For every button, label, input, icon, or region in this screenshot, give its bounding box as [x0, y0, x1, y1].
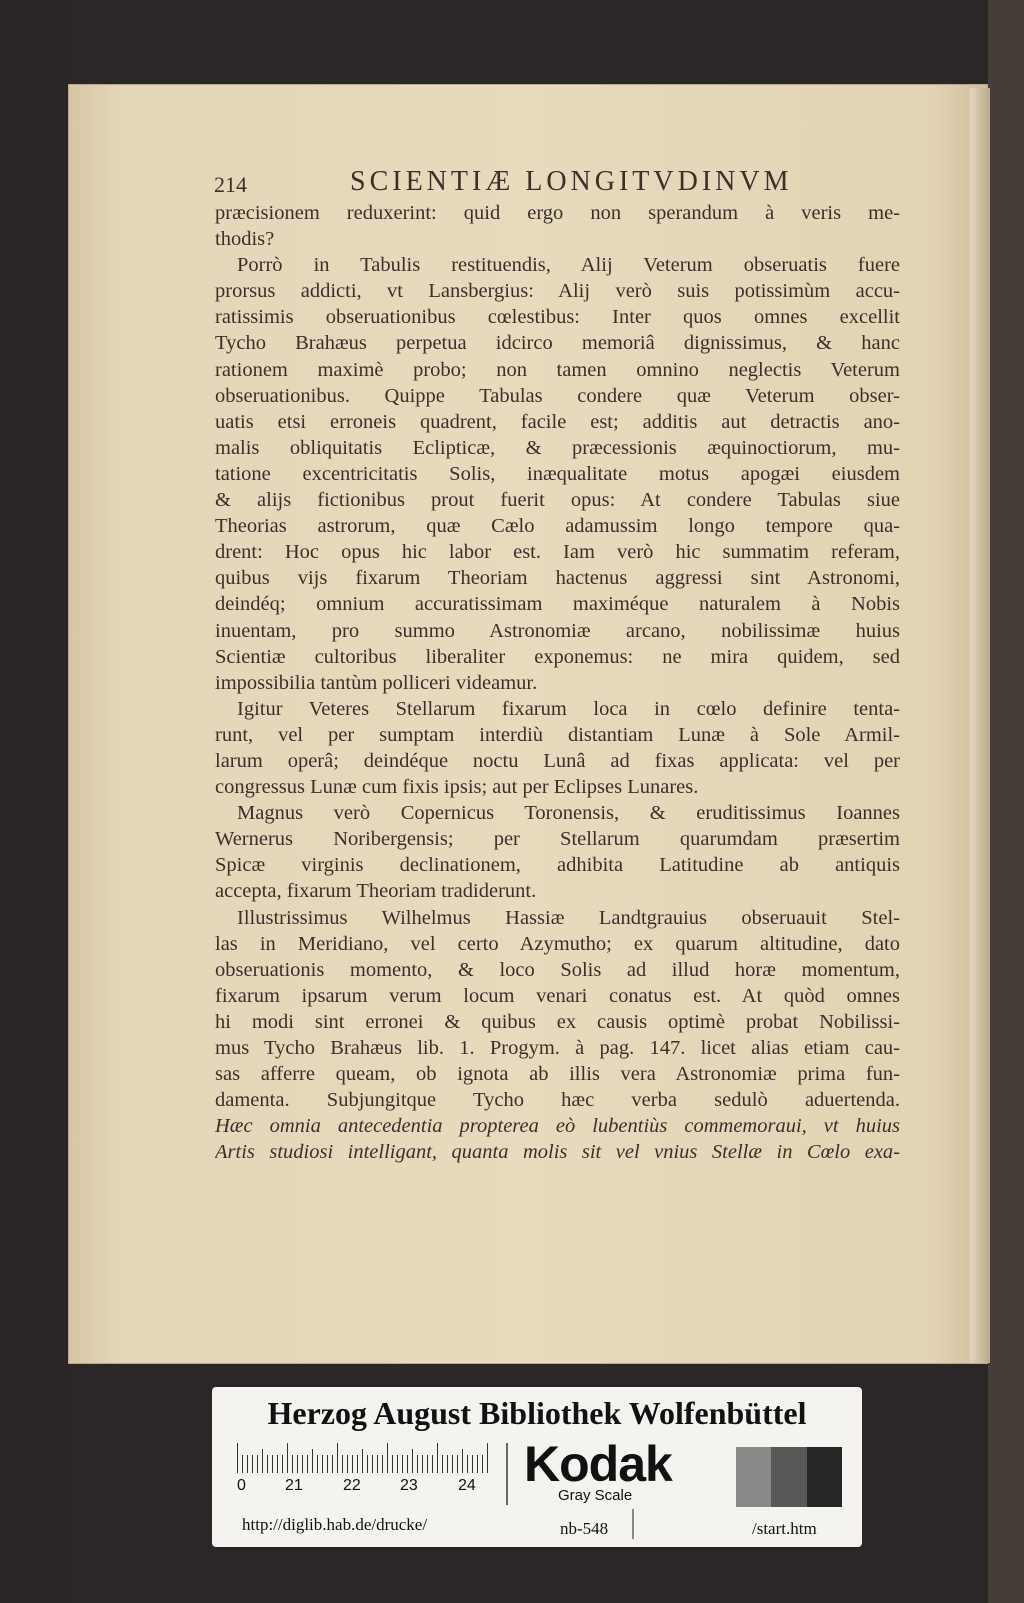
text-line: inuentam, pro summo Astronomiæ arcano, nobilissimæ huius: [215, 619, 900, 642]
ruler-tick: [312, 1449, 313, 1473]
ruler: [237, 1443, 492, 1473]
text-line: thodis?: [215, 228, 275, 251]
text-line: Hæc omnia antecedentia propterea eò lubentiùs commemoraui, vt huius: [215, 1115, 900, 1138]
ruler-tick: [477, 1455, 478, 1473]
page-number: 214: [214, 172, 247, 197]
source-url: http://diglib.hab.de/drucke/: [242, 1515, 428, 1534]
ruler-tick: [357, 1455, 358, 1473]
ruler-tick: [352, 1455, 353, 1473]
ruler-label: 24: [458, 1477, 476, 1494]
ruler-tick: [372, 1455, 373, 1473]
separator: [506, 1443, 508, 1505]
text-line: & alijs fictionibus prout fuerit opus: At condere Tabulas siue: [215, 489, 900, 512]
ruler-tick: [422, 1455, 423, 1473]
ruler-tick: [277, 1455, 278, 1473]
text-line: tatione excentricitatis Solis, inæqualitate motus apogæi eiusdem: [215, 462, 900, 485]
scan-background-right: [988, 0, 1024, 1603]
text-line: hi modi sint erronei & quibus ex causis optimè probat Nobilissi-: [215, 1010, 900, 1033]
ruler-tick: [347, 1455, 348, 1473]
text-line: Tycho Brahæus perpetua idcirco memoriâ dignissimus, & hanc: [215, 332, 900, 355]
body-text: [215, 200, 900, 1165]
ruler-tick: [432, 1455, 433, 1473]
ruler-tick: [272, 1455, 273, 1473]
ruler-tick: [282, 1455, 283, 1473]
text-line: damenta. Subjungitque Tycho hæc verba sedulò aduertenda.: [215, 1089, 900, 1112]
page-edge: [970, 88, 990, 1363]
text-line: Spicæ virginis declinationem, adhibita Latitudine ab antiquis: [215, 854, 900, 877]
ruler-tick: [342, 1455, 343, 1473]
text-line: obseruationibus. Quippe Tabulas condere quæ Veterum obser-: [215, 384, 900, 407]
ruler-tick: [437, 1443, 438, 1473]
ruler-tick: [452, 1455, 453, 1473]
ruler-label: 22: [343, 1477, 361, 1494]
library-name: Herzog August Bibliothek Wolfenbüttel: [267, 1395, 807, 1431]
ruler-tick: [457, 1455, 458, 1473]
gray-swatch: [807, 1447, 842, 1507]
text-line: Igitur Veteres Stellarum fixarum loca in cœlo definire tenta-: [237, 697, 900, 720]
text-line: uatis etsi erroneis quadrent, facile est; additis aut detractis ano-: [215, 410, 900, 433]
start-url: /start.htm: [752, 1519, 817, 1538]
ruler-tick: [307, 1455, 308, 1473]
ruler-tick: [482, 1455, 483, 1473]
page-header: [150, 166, 940, 200]
text-line: las in Meridiano, vel certo Azymutho; ex quarum altitudine, dato: [215, 932, 900, 955]
ruler-tick: [327, 1455, 328, 1473]
gray-swatch: [771, 1447, 806, 1507]
gray-swatches: [736, 1447, 842, 1507]
running-title: SCIENTIÆ LONGITVDINVM: [350, 166, 793, 197]
ruler-tick: [262, 1449, 263, 1473]
ruler-label: 0: [237, 1477, 246, 1494]
ruler-tick: [317, 1455, 318, 1473]
text-line: ratissimis obseruationibus cœlestibus: Inter quos omnes excellit: [215, 306, 900, 329]
ruler-tick: [252, 1455, 253, 1473]
ruler-tick: [407, 1455, 408, 1473]
ruler-tick: [377, 1455, 378, 1473]
text-line: Scientiæ cultoribus liberaliter exponemus: ne mira quidem, sed: [215, 645, 900, 668]
ruler-labels: [237, 1477, 497, 1499]
text-line: deindéq; omnium accuratissimam maximéque naturalem à Nobis: [215, 593, 900, 616]
ruler-tick: [367, 1455, 368, 1473]
text-line: Illustrissimus Wilhelmus Hassiæ Landtgrauius obseruauit Stel-: [237, 906, 900, 929]
ruler-tick: [332, 1455, 333, 1473]
ruler-tick: [417, 1455, 418, 1473]
ruler-tick: [462, 1449, 463, 1473]
text-line: impossibilia tantùm polliceri videamur.: [215, 671, 538, 694]
ruler-label: 21: [285, 1477, 303, 1494]
ruler-tick: [257, 1455, 258, 1473]
ruler-tick: [242, 1455, 243, 1473]
text-line: sas afferre queam, ob ignota ab illis vera Astronomiæ prima fun-: [215, 1063, 900, 1086]
ruler-tick: [392, 1455, 393, 1473]
text-line: Magnus verò Copernicus Toronensis, & eruditissimus Ioannes: [237, 802, 900, 825]
ruler-tick: [292, 1455, 293, 1473]
ruler-tick: [247, 1455, 248, 1473]
ruler-tick: [442, 1455, 443, 1473]
ruler-tick: [382, 1455, 383, 1473]
ruler-tick: [427, 1455, 428, 1473]
ruler-label: 23: [400, 1477, 418, 1494]
ruler-tick: [237, 1443, 238, 1473]
text-line: drent: Hoc opus hic labor est. Iam verò hic summatim referam,: [215, 541, 900, 564]
text-line: fixarum ipsarum verum locum venari conatus est. At quòd omnes: [215, 984, 900, 1007]
ruler-tick: [487, 1443, 488, 1473]
divider: [632, 1509, 634, 1539]
color-calibration-card: [212, 1387, 862, 1547]
ruler-tick: [302, 1455, 303, 1473]
kodak-logo: Kodak: [524, 1436, 672, 1492]
text-line: runt, vel per sumptam interdiù distantiam Lunæ à Sole Armil-: [215, 723, 900, 746]
ruler-tick: [447, 1455, 448, 1473]
text-line: mus Tycho Brahæus lib. 1. Progym. à pag. 147. licet alias etiam cau-: [215, 1037, 900, 1059]
text-line: Artis studiosi intelligant, quanta molis sit vel vnius Stellæ in Cœlo exa-: [215, 1141, 900, 1164]
ruler-tick: [267, 1455, 268, 1473]
scan-background-left: [0, 0, 70, 1603]
call-number: nb-548: [560, 1519, 609, 1538]
text-line: Theorias astrorum, quæ Cælo adamussim longo tempore qua-: [215, 515, 900, 538]
text-line: larum operâ; deindéque noctu Lunâ ad fixas applicata: vel per: [215, 749, 900, 772]
ruler-tick: [387, 1443, 388, 1473]
ruler-tick: [297, 1455, 298, 1473]
ruler-tick: [472, 1455, 473, 1473]
ruler-tick: [322, 1455, 323, 1473]
ruler-tick: [467, 1455, 468, 1473]
text-line: obseruationis momento, & loco Solis ad illud horæ momentum,: [215, 958, 900, 981]
text-line: malis obliquitatis Eclipticæ, & præcessionis æquinoctiorum, mu-: [215, 436, 900, 459]
gray-swatch: [736, 1447, 771, 1507]
text-line: congressus Lunæ cum fixis ipsis; aut per Eclipses Lunares.: [215, 776, 699, 799]
ruler-tick: [397, 1455, 398, 1473]
ruler-tick: [402, 1455, 403, 1473]
ruler-tick: [362, 1449, 363, 1473]
text-line: rationem maximè probo; non tamen omnino neglectis Veterum: [215, 358, 900, 381]
text-line: Wernerus Noribergensis; per Stellarum quarumdam præsertim: [215, 828, 900, 851]
text-line: prorsus addicti, vt Lansbergius: Alij verò suis potissimùm accu-: [215, 280, 900, 303]
text-line: accepta, fixarum Theoriam tradiderunt.: [215, 880, 537, 903]
ruler-tick: [412, 1449, 413, 1473]
text-line: præcisionem reduxerint: quid ergo non sperandum à veris me-: [215, 202, 900, 224]
text-line: quibus vijs fixarum Theoriam hactenus aggressi sint Astronomi,: [215, 567, 900, 590]
gray-scale-label: Gray Scale: [558, 1487, 633, 1504]
text-line: Porrò in Tabulis restituendis, Alij Veterum obseruatis fuere: [237, 254, 900, 277]
ruler-tick: [337, 1443, 338, 1473]
ruler-tick: [287, 1443, 288, 1473]
